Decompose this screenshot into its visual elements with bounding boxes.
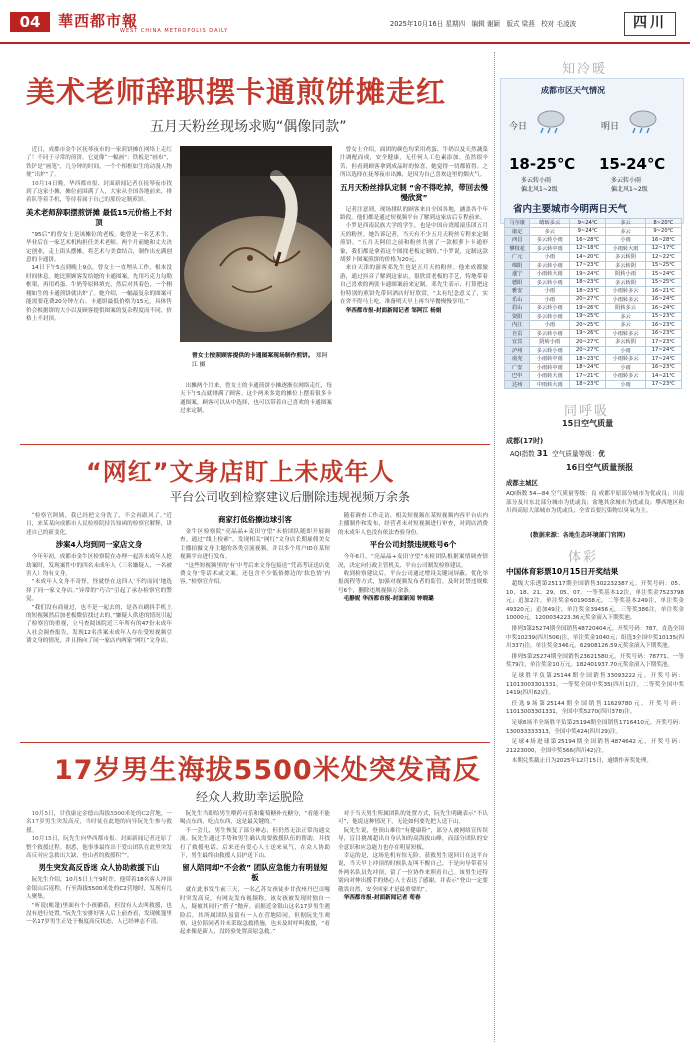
city-weather-cell: 小雨: [606, 236, 646, 245]
city-weather-row: [505, 236, 682, 245]
article3-para1: 阮先生介绍，10月5日上午9时许，他带着18名客人冲顶金银山后返程，行至海拔5500米处的C2营地时，发现有几人聚集。: [26, 877, 172, 901]
city-weather-cell: 小雨转中雨: [530, 355, 570, 364]
city-weather-cell: 多云: [606, 321, 646, 330]
city-weather-cell: 小雨: [530, 253, 570, 262]
city-weather-row: [505, 270, 682, 279]
article3-para7: 阮先生说，登顶山难往“有健康险”，部分人被网络宣传误导，盲目挑战超出自身认知的高海拔山峰，而部分团队的安全意识和应急能力也存在明显短板。: [338, 827, 488, 851]
city-weather-cell: 17~21℃: [570, 372, 606, 381]
city-weather-row: [505, 338, 682, 347]
aqi-value: 31: [536, 449, 548, 458]
city-weather-cell: 小雨: [530, 295, 570, 304]
city-weather-cell: 马尔康: [505, 219, 530, 228]
city-weather-cell: 18~23℃: [570, 278, 606, 287]
city-weather-cell: 12~22℃: [645, 253, 681, 262]
article3-subheadline: 经众人救助幸运脱险: [196, 790, 305, 804]
article2-para1: 今年年初，成都市金牛区检察院在办理一起涉未成年人抢劫案时，发现案件中的四名未成年人（三名嫌疑人、一名被害人）均有文身。: [26, 554, 172, 578]
today-desc: 多云转小雨: [521, 177, 552, 184]
page-header: [0, 0, 690, 44]
city-weather-cell: 乐山: [505, 295, 530, 304]
city-weather-cell: 泸州: [505, 346, 530, 355]
today-wind: 偏北风1~2级: [521, 186, 558, 193]
city-weather-cell: 小雨: [606, 346, 646, 355]
lottery-item: 排列5第25274期全国销售23621580元。开奖号码：78771。一等奖79注，单注奖金10万元。182401937.70元奖金滚入下期奖池。: [506, 653, 684, 669]
city-weather-cell: 达州: [505, 380, 530, 389]
city-weather-cell: 16~28℃: [645, 236, 681, 245]
city-weather-cell: 阴转小雨: [606, 270, 646, 279]
city-weather-cell: 15~23℃: [645, 312, 681, 321]
city-weather-cell: 小雨转多云: [606, 329, 646, 338]
weather-box: [500, 78, 684, 224]
city-weather-cell: 多云转小雨: [530, 236, 570, 245]
city-weather-row: [505, 329, 682, 338]
city-weather-cell: 8~20℃: [645, 219, 681, 228]
city-weather-cell: 晴转多云: [530, 219, 570, 228]
city-weather-row: [505, 346, 682, 355]
city-weather-cell: 多云转阴: [606, 253, 646, 262]
forecast-area: 成都主城区: [506, 479, 538, 487]
article2-col3: [338, 512, 488, 738]
photo-credit: 郑阿江 摄: [192, 353, 328, 368]
city-weather-cell: 雅安: [505, 287, 530, 296]
article2-para4: 金牛区检察院“亮晶晶+麦田守望”未检团队随即开展调查。通过“线上检索”，发现相关“网红”文身店长期雇佣美女主播拍摄文身主题的各类引流视频，并以多个用户ID在某短视频平台进行发布。: [180, 529, 330, 561]
city-weather-cell: 广安: [505, 363, 530, 372]
caption-text: 曾女士按照顾客提供的卡通图案现场制作煎饼。: [192, 353, 314, 359]
article2-subhead2: 商家打低俗擦边球引客: [218, 515, 292, 524]
page-number: 04: [10, 12, 50, 32]
article2-col1: [26, 512, 172, 738]
city-weather-cell: 17~23℃: [570, 261, 606, 270]
air-forecast-title: 16日空气质量预报: [566, 463, 634, 472]
city-weather-cell: 小雨转多云: [606, 372, 646, 381]
header-info: [390, 18, 576, 28]
article2-para2: “未成年人文身不奇怪，怪就怪在这四人‘不约而同’地选择了同一家文身店。”异常的“巧合”引起了承办检察官的警觉。: [26, 579, 172, 603]
city-weather-cell: 眉山: [505, 304, 530, 313]
article1-caption: [192, 352, 332, 370]
city-weather-cell: 20~27℃: [570, 346, 606, 355]
article1-photo: [180, 146, 332, 342]
city-weather-cell: 17~24℃: [645, 346, 681, 355]
city-weather-cell: 20~27℃: [570, 295, 606, 304]
cloud-rain-icon: [533, 107, 567, 135]
today-temp: 18-25℃: [509, 155, 576, 173]
city-weather-cell: 小雨: [606, 380, 646, 389]
city-weather-cell: 18~24℃: [570, 363, 606, 372]
city-weather-cell: 多云转小雨: [530, 278, 570, 287]
city-weather-cell: 多云: [530, 227, 570, 236]
city-weather-row: [505, 372, 682, 381]
city-weather-row: [505, 253, 682, 262]
article-divider-1: [20, 444, 490, 445]
tomorrow-wind: 偏北风1~2级: [611, 186, 648, 193]
city-weather-cell: 康定: [505, 227, 530, 236]
forecast-text: AQI指数 54—84 空气质量等级：良 成都平原部分城市为优或良；川南部分及川东北部分城市为优或良；盆地其余城市为优或良；攀西地区和川西高原大部城市为优或良；全省首要污染物以臭氧为主。: [506, 491, 684, 515]
forecast-source: (数据来源：各地生态环境部门官网): [530, 532, 626, 539]
article1-subhead2: 五月天粉丝排队定制 “舍不得吃掉，带回去慢慢欣赏”: [340, 182, 488, 202]
city-weather-cell: 多云转阴: [606, 261, 646, 270]
article2-col2: [180, 512, 330, 738]
lottery-item: 排列3第25274期全国销售48720404元。开奖号码：787。直选全国中奖10239(四川506)注，单注奖金1040元；组选3全国中奖10135(四川337)注，单注奖金346元。62908126.59元奖金滚入下期奖池。: [506, 625, 684, 650]
city-weather-cell: 19~26℃: [570, 304, 606, 313]
city-weather-cell: 17~23℃: [645, 338, 681, 347]
lottery-item: 超级大乐透第25117期全国销售302232387元。开奖号码：05、10、18、21、29、05、07。一等奖基本12注，单注奖金7523798元；追加2注，单注奖金6019038元。二等奖基本249注，单注奖金49320元；追加49注，单注奖金39456元。三等奖386注，单注奖金10000元。1200034223.36元奖金滚入下期奖池。: [506, 581, 684, 622]
article1-lead: 近日，成都市金牛区抚琴夜市的一家煎饼摊在网络上走红了！不同于寻常的煎饼，它更像“一幅画”：铁板是“画布”，铁铲是“画笔”，几分钟的时间，一个个相框如生的动漫人物便“出炉”了。: [26, 147, 172, 179]
article1-col3: [340, 146, 488, 436]
city-weather-cell: 攀枝花: [505, 244, 530, 253]
air-section-title: 同呼吸: [564, 404, 610, 419]
city-weather-row: [505, 380, 682, 389]
city-weather-cell: 19~25℃: [570, 312, 606, 321]
city-weather-cell: 阴转多云: [606, 304, 646, 313]
air-quality-value: 优: [598, 450, 605, 458]
air-title: 15日空气质量: [562, 419, 614, 428]
city-weather-cell: 小雨: [530, 321, 570, 330]
weather-section-title: 知冷暖: [562, 62, 608, 77]
city-weather-cell: 小雨转多云: [606, 355, 646, 364]
city-weather-cell: 南充: [505, 355, 530, 364]
city-weather-row: [505, 355, 682, 364]
air-city: 成都(17时): [506, 437, 544, 445]
article2-subheadline: 平台公司收到检察建议后删除违规视频万余条: [170, 490, 411, 504]
city-weather-row: [505, 261, 682, 270]
city-weather-cell: 9~24℃: [570, 219, 606, 228]
article1-para6: 小罗是西南民族大学的学生，也是中国台湾摇滚乐团五月天的粉丝。她告诉记者，当天有不少五月天粉丝专程来定制煎饼。“五月天阿信之前和粉丝共创了一款相萝卜卡通形象，我们都是拿着这个图找老板定制的。”小罗说，定制这款胡萝卜图案煎饼的价格为20元。: [340, 223, 488, 264]
article2-subhead1: 涉案4人均到同一家店文身: [55, 540, 143, 550]
lottery-title: 中国体育彩票10月15日开奖结果: [506, 567, 619, 576]
article1-byline: 华西都市报-封面新闻记者 邹阿江 杨娟: [345, 307, 442, 314]
weather-title: 成都市区天气情况: [541, 86, 605, 95]
city-weather-cell: 自贡: [505, 329, 530, 338]
article1-subhead1: 美术老师辞职摆煎饼摊 最低15元价格上不封顶: [26, 207, 172, 227]
city-weather-cell: 18~23℃: [570, 380, 606, 389]
city-weather-cell: 多云: [606, 219, 646, 228]
city-weather-cell: 19~24℃: [570, 270, 606, 279]
article3-subhead2: 留人陪同却“不会救” 团队应急能力有明显短板: [182, 863, 328, 883]
city-weather-row: [505, 363, 682, 372]
article1-headline: 美术老师辞职摆卡通煎饼摊走红: [26, 75, 447, 109]
city-weather-cell: 16~23℃: [645, 321, 681, 330]
city-weather-cell: 多云转阴: [606, 338, 646, 347]
article3-col3: [338, 810, 488, 1040]
city-weather-cell: 多云: [606, 227, 646, 236]
article3-byline: 华西都市报-封面新闻记者 荀春: [343, 895, 421, 902]
article1-para5: 记者注意到，现场排队的顾客来自全国各地，涵盖各个年龄段。他们都是通过短视频平台了解到这家店后专程前来。: [340, 206, 488, 222]
city-weather-cell: 12~18℃: [570, 244, 606, 253]
city-weather-row: [505, 227, 682, 236]
city-weather-cell: 德阳: [505, 278, 530, 287]
city-weather-cell: 小雨转中雨: [530, 363, 570, 372]
article2-para7: 今年6月，“亮晶晶+麦田守望”未检团队根据案情调查情况，决定向行政主管机关、平台公司制发检察建议。: [338, 554, 488, 569]
city-weather-cell: 小雨转多云: [606, 287, 646, 296]
city-weather-cell: 15~25℃: [645, 261, 681, 270]
proofreader: 校对 毛凌波: [541, 20, 577, 28]
city-weather-row: [505, 304, 682, 313]
city-weather-cell: 14~20℃: [570, 253, 606, 262]
article3-col1: [26, 810, 172, 1040]
lottery-item: 足球胜平负第25144期全国销售33093222元。开奖号码：11013003301331，一等奖全国中奖35(四川1)注，二等奖全国中奖1419(四川62)注。: [506, 672, 684, 697]
air-current: [510, 448, 605, 458]
city-weather-cell: 17~24℃: [645, 355, 681, 364]
pancake-photo-illustration: [180, 146, 332, 342]
article3-para6: 对于当天男生所属团队的处置方式，阮先生明确表示“不认可”，他说这种情况下，无论如何要先把人送下山。: [338, 811, 488, 826]
city-weather-cell: 17~23℃: [645, 380, 681, 389]
city-weather-cell: 20~25℃: [570, 321, 606, 330]
city-weather-row: [505, 244, 682, 253]
article1-col2: [180, 382, 332, 438]
city-weather-cell: 多云转小雨: [530, 329, 570, 338]
today-label: 今日: [509, 122, 528, 132]
lottery-item: 任选9场第25144期全国销售11629780元。开奖号码：11013003301331，全国中奖5270(四川378)注。: [506, 700, 684, 716]
city-weather-row: [505, 312, 682, 321]
article1-lead2: 10月14日晚，华西都市报、封面新闻记者在抚琴夜市找到了这家小摊，摊位前围满了人，大家从全国各地前来，排着队等着手机，等待着属于自己的那份定制煎饼。: [26, 180, 172, 204]
sidebar-divider: [494, 52, 495, 1042]
tomorrow-temp: 15-24℃: [599, 155, 666, 173]
article1-col1: [26, 146, 172, 436]
city-weather-cell: 中雨转大雨: [530, 380, 570, 389]
city-weather-cell: 多云转小雨: [530, 346, 570, 355]
tomorrow-desc: 多云转小雨: [611, 177, 642, 184]
article2-para5: “这些短视频里的‘有’中考后来文身包接送’‘凭高考证送店免费文身’等话术或文案，还包含不少低俗擦边的‘软色情’内容。”检察官介绍。: [180, 562, 330, 586]
city-weather-cell: 宜宾: [505, 338, 530, 347]
city-weather-cell: 多云: [606, 312, 646, 321]
city-weather-cell: 9~24℃: [570, 227, 606, 236]
city-weather-cell: 15~24℃: [645, 270, 681, 279]
article-divider-2: [20, 742, 490, 743]
air-quality-label: 空气质量等级：: [552, 450, 599, 458]
newspaper-logo-en: WEST CHINA METROPOLIS DAILY: [120, 28, 229, 34]
aqi-label: AQI指数: [510, 450, 535, 458]
city-weather-cell: 多云转小雨: [530, 312, 570, 321]
city-weather-cell: 18~23℃: [570, 287, 606, 296]
city-weather-cell: 小雨: [606, 363, 646, 372]
article1-para3: 出摊两个月来，曾女士的卡通煎饼小摊逐渐在网络走红，每天下午5点就排满了顾客。这个两米多宽的摊位上摆着很多卡通图案，顾客可以从中选择，也可以带着自己喜欢的卡通图案过来定制。: [180, 383, 332, 415]
article1-subheadline: 五月天粉丝现场求购“偶像同款”: [150, 119, 347, 135]
province-weather-table: [504, 218, 682, 389]
article2-para6: 随着调查工作走访，相关短视频在某短视频内容平台店内主播制作和发布，经营者未对短视频进行审查，对到店消费的未成年人也没有依法查验身份。: [338, 513, 488, 536]
city-weather-row: [505, 287, 682, 296]
city-weather-cell: 阴转小雨: [530, 338, 570, 347]
article3-subhead1: 男生突发高反昏迷 众人协助救援下山: [38, 863, 160, 873]
article3-para5: 就在此事发生前三天，一名乙苏女孩徒步甘孜州丹巴贡嘎时突发高反，有网友发布视频称，该女孩被发现时独自一人，疑被其同行“搭子”抛弃。而据近金银山这名17岁男生遇险后，其所属团队虽留有一人在营地陪同，但据阮先生观察，这位陪同者并未采取急救措施，也未及时呼叫救援，“看起来像是新人，没经验处置高原急救。”: [180, 887, 330, 936]
article1-para4: 曾女士介绍，面团的颜色均采用鸡蛋、牛奶以及天然蔬菜汁调配而成，安全健康，无任何人工色素添加。虽然很辛苦，但看到顾客拿到成品时的惊喜，她觉得一切都值得。之所以选择在抚琴夜市出摊，是因为自己喜欢这里的烟火气。: [340, 147, 488, 179]
city-weather-cell: 小雨转大雨: [606, 244, 646, 253]
city-weather-cell: 多云转小雨: [530, 304, 570, 313]
city-weather-cell: 16~24℃: [645, 304, 681, 313]
cloud-sun-icon: [625, 107, 659, 135]
city-weather-cell: 小雨转多云: [606, 295, 646, 304]
article3-para8: 幸运的是，这场危机有惊无险。获救男生返回日在这平台说，当天早上冲顶的时候队友叫不醒自己，于是向导带着另外两名队员先冲顶，留了一位协作来照看自己。该男生还特别向对伸出援手的热心人士表达了感谢，并表示“登山一定要敬畏自然，安全回家才是最重要的”。: [338, 853, 488, 893]
province-weather-title: 省内主要城市今明两日天气: [513, 204, 628, 215]
city-weather-cell: 内江: [505, 321, 530, 330]
article2-byline: 毛静妮 华西都市报-封面新闻 钟晓璐: [343, 596, 434, 603]
article3-para4: 不一会儿，男生恢复了部分神志，但仍然无法正常沟通交流。阮先生通过手势和男生确认需要救援队伍的帮助，并找打了救援电话。后来还有爱心人士送来氧气，在众人协助下，男生最终由救援人员护送下山。: [180, 827, 330, 860]
article3-lead: 10月5日，甘孜康定金德山海拔5500米处的C2营地，一名17岁男生突发高反，当时徒在此地的向导阮先生参与救援。: [26, 811, 172, 834]
city-weather-cell: 16~24℃: [645, 295, 681, 304]
article1-para1: “95后”的曾女士是该摊位的老板。她曾是一名艺术生，毕业后在一家艺术机构担任美术老师。两个月前她和丈夫决定创业，走上街头摆摊，将艺术与美食结合，制作出充满创意的卡通饼。: [26, 231, 172, 264]
lottery-results: [506, 580, 684, 1040]
article3-lead2: 10月15日，阮先生向华西都市报、封面新闻记者还原了整个救援过程。据悉，他事事最终出于爱山团队在此里突发高反对应急救出大缺，登山者的救援积“”。: [26, 836, 172, 860]
city-weather-cell: 多云转阴: [606, 278, 646, 287]
city-weather-cell: 20~27℃: [570, 338, 606, 347]
article3-headline: 17岁男生海拔5500米处突发高反: [54, 755, 481, 786]
article2-lead: “检察官阿姨，我已经把文身洗了，不会再跟风了。”近日，来某某向成都市人民检察院持告知函的检察官解释，讲述自己的新变化。: [26, 513, 172, 536]
city-weather-row: [505, 278, 682, 287]
city-weather-cell: 19~26℃: [570, 329, 606, 338]
city-weather-cell: 遂宁: [505, 270, 530, 279]
city-weather-cell: 16~21℃: [645, 287, 681, 296]
newspaper-logo: 華西都市報: [58, 12, 139, 30]
city-weather-cell: 小雨转大雨: [530, 270, 570, 279]
article1-para2: 14日下午5点到晚上9点，曾女士一直埋头工作，根本没时间休息。她比照顾客发给她的卡通图案，先用巧克力勾勒框架，再用鸡蛋、牛奶等原料填充，然后对其着色，一个栩栩如生的卡通煎饼就出炉了。她介绍，一幅最复杂的图案可能需要花费20分钟左右。卡通饼最低价格为15元，具体售价会根据饼的大小以及顾客提供图案的复杂程度而不同，价格上不封顶。: [26, 265, 172, 322]
city-weather-cell: 15~25℃: [645, 278, 681, 287]
city-weather-cell: 绵阳: [505, 261, 530, 270]
lottery-item: 足球4场进球第25194期全国销售4874642元。开奖号码：21223000，全国中奖566(四川42)注。: [506, 739, 684, 754]
article2-subhead3: 平台公司封禁违规账号6个: [369, 540, 457, 550]
city-weather-cell: 12~17℃: [645, 244, 681, 253]
tomorrow-label: 明日: [601, 122, 620, 132]
article3-col2: [180, 810, 330, 1040]
city-weather-cell: 9~20℃: [645, 227, 681, 236]
article2-para8: 收到检察建议后，平台公司通过增设关键词屏蔽、优化举报流程等方式，加强对视频发布者的监管，及时封禁违规账号6个，删除违规视频万余条。: [338, 571, 488, 594]
article2-headline: “网红”文身店盯上未成年人: [86, 458, 395, 486]
lottery-item: 本期兑奖截止日为2025年12月15日，逾期作弃奖处理。: [511, 758, 652, 765]
city-weather-cell: 小雨转大雨: [530, 372, 570, 381]
city-weather-cell: 多云转中雨: [530, 244, 570, 253]
city-weather-cell: 广元: [505, 253, 530, 262]
city-weather-cell: 16~23℃: [645, 363, 681, 372]
city-weather-cell: 资阳: [505, 312, 530, 321]
city-weather-cell: 14~21℃: [645, 372, 681, 381]
city-weather-cell: 16~28℃: [570, 236, 606, 245]
city-weather-row: [505, 321, 682, 330]
city-weather-row: [505, 219, 682, 228]
city-weather-cell: 小雨: [530, 287, 570, 296]
city-weather-cell: 16~23℃: [645, 329, 681, 338]
article1-para7: 来自天津的游客邓先生也是五月天的粉丝。他来成都旅游，通过抖音了解到这家店，很欣赏老板的手艺，特地带着自己喜欢的两张卡通图案前来定制。邓先生表示，打算把这份特别的煎饼先带回酒店好好欣赏，“太有纪念意义了，实在舍不得马上吃，准备明天早上再当早餐慢慢享用。”: [340, 265, 488, 306]
sport-section-title: 体彩: [568, 550, 599, 565]
article3-para3: 阮先生当即给男生喂药可乐和葡萄糖补充糖分，“看能不能喝点东西，吃点东西，这是最关键的。”: [180, 811, 330, 826]
article2-para3: “我们没有商量过，也不是一起去的，是各自刷抖手机上的短视频然后加老板微信找过去的。”嫌疑人供述的情况引起了检察官的重视，立马查阅该院近三年所有的47份未成年人社会调查报告，发现12名涉案未成年人存在受短视频引诱文身的情况，并且指向了同一家店内两家“网红”文身店。: [26, 604, 172, 645]
issue-date: 2025年10月16日 星期四: [390, 20, 466, 28]
editor: 编辑 谢颖: [471, 20, 501, 28]
lottery-item: 足球6场半全场胜平负第25194期全国销售1716410元。开奖号码：130033333313，全国中奖424(四川29)注。: [506, 719, 684, 735]
city-weather-cell: 多云转小雨: [530, 261, 570, 270]
designer: 版式 梁燕: [506, 20, 535, 28]
city-weather-cell: 18~23℃: [570, 355, 606, 364]
section-tag: 四川: [624, 12, 676, 36]
city-weather-cell: 巴中: [505, 372, 530, 381]
city-weather-row: [505, 295, 682, 304]
article3-para2: “听说(帐篷)里面有个小孩躺着，但没有人去叫救援，也没有进行处置。”阮先生安排好客人后上前查看，发现帐篷里一名17岁男生正处于极度高反状态，人已经神志不清。: [26, 902, 172, 926]
city-weather-cell: 西昌: [505, 236, 530, 245]
